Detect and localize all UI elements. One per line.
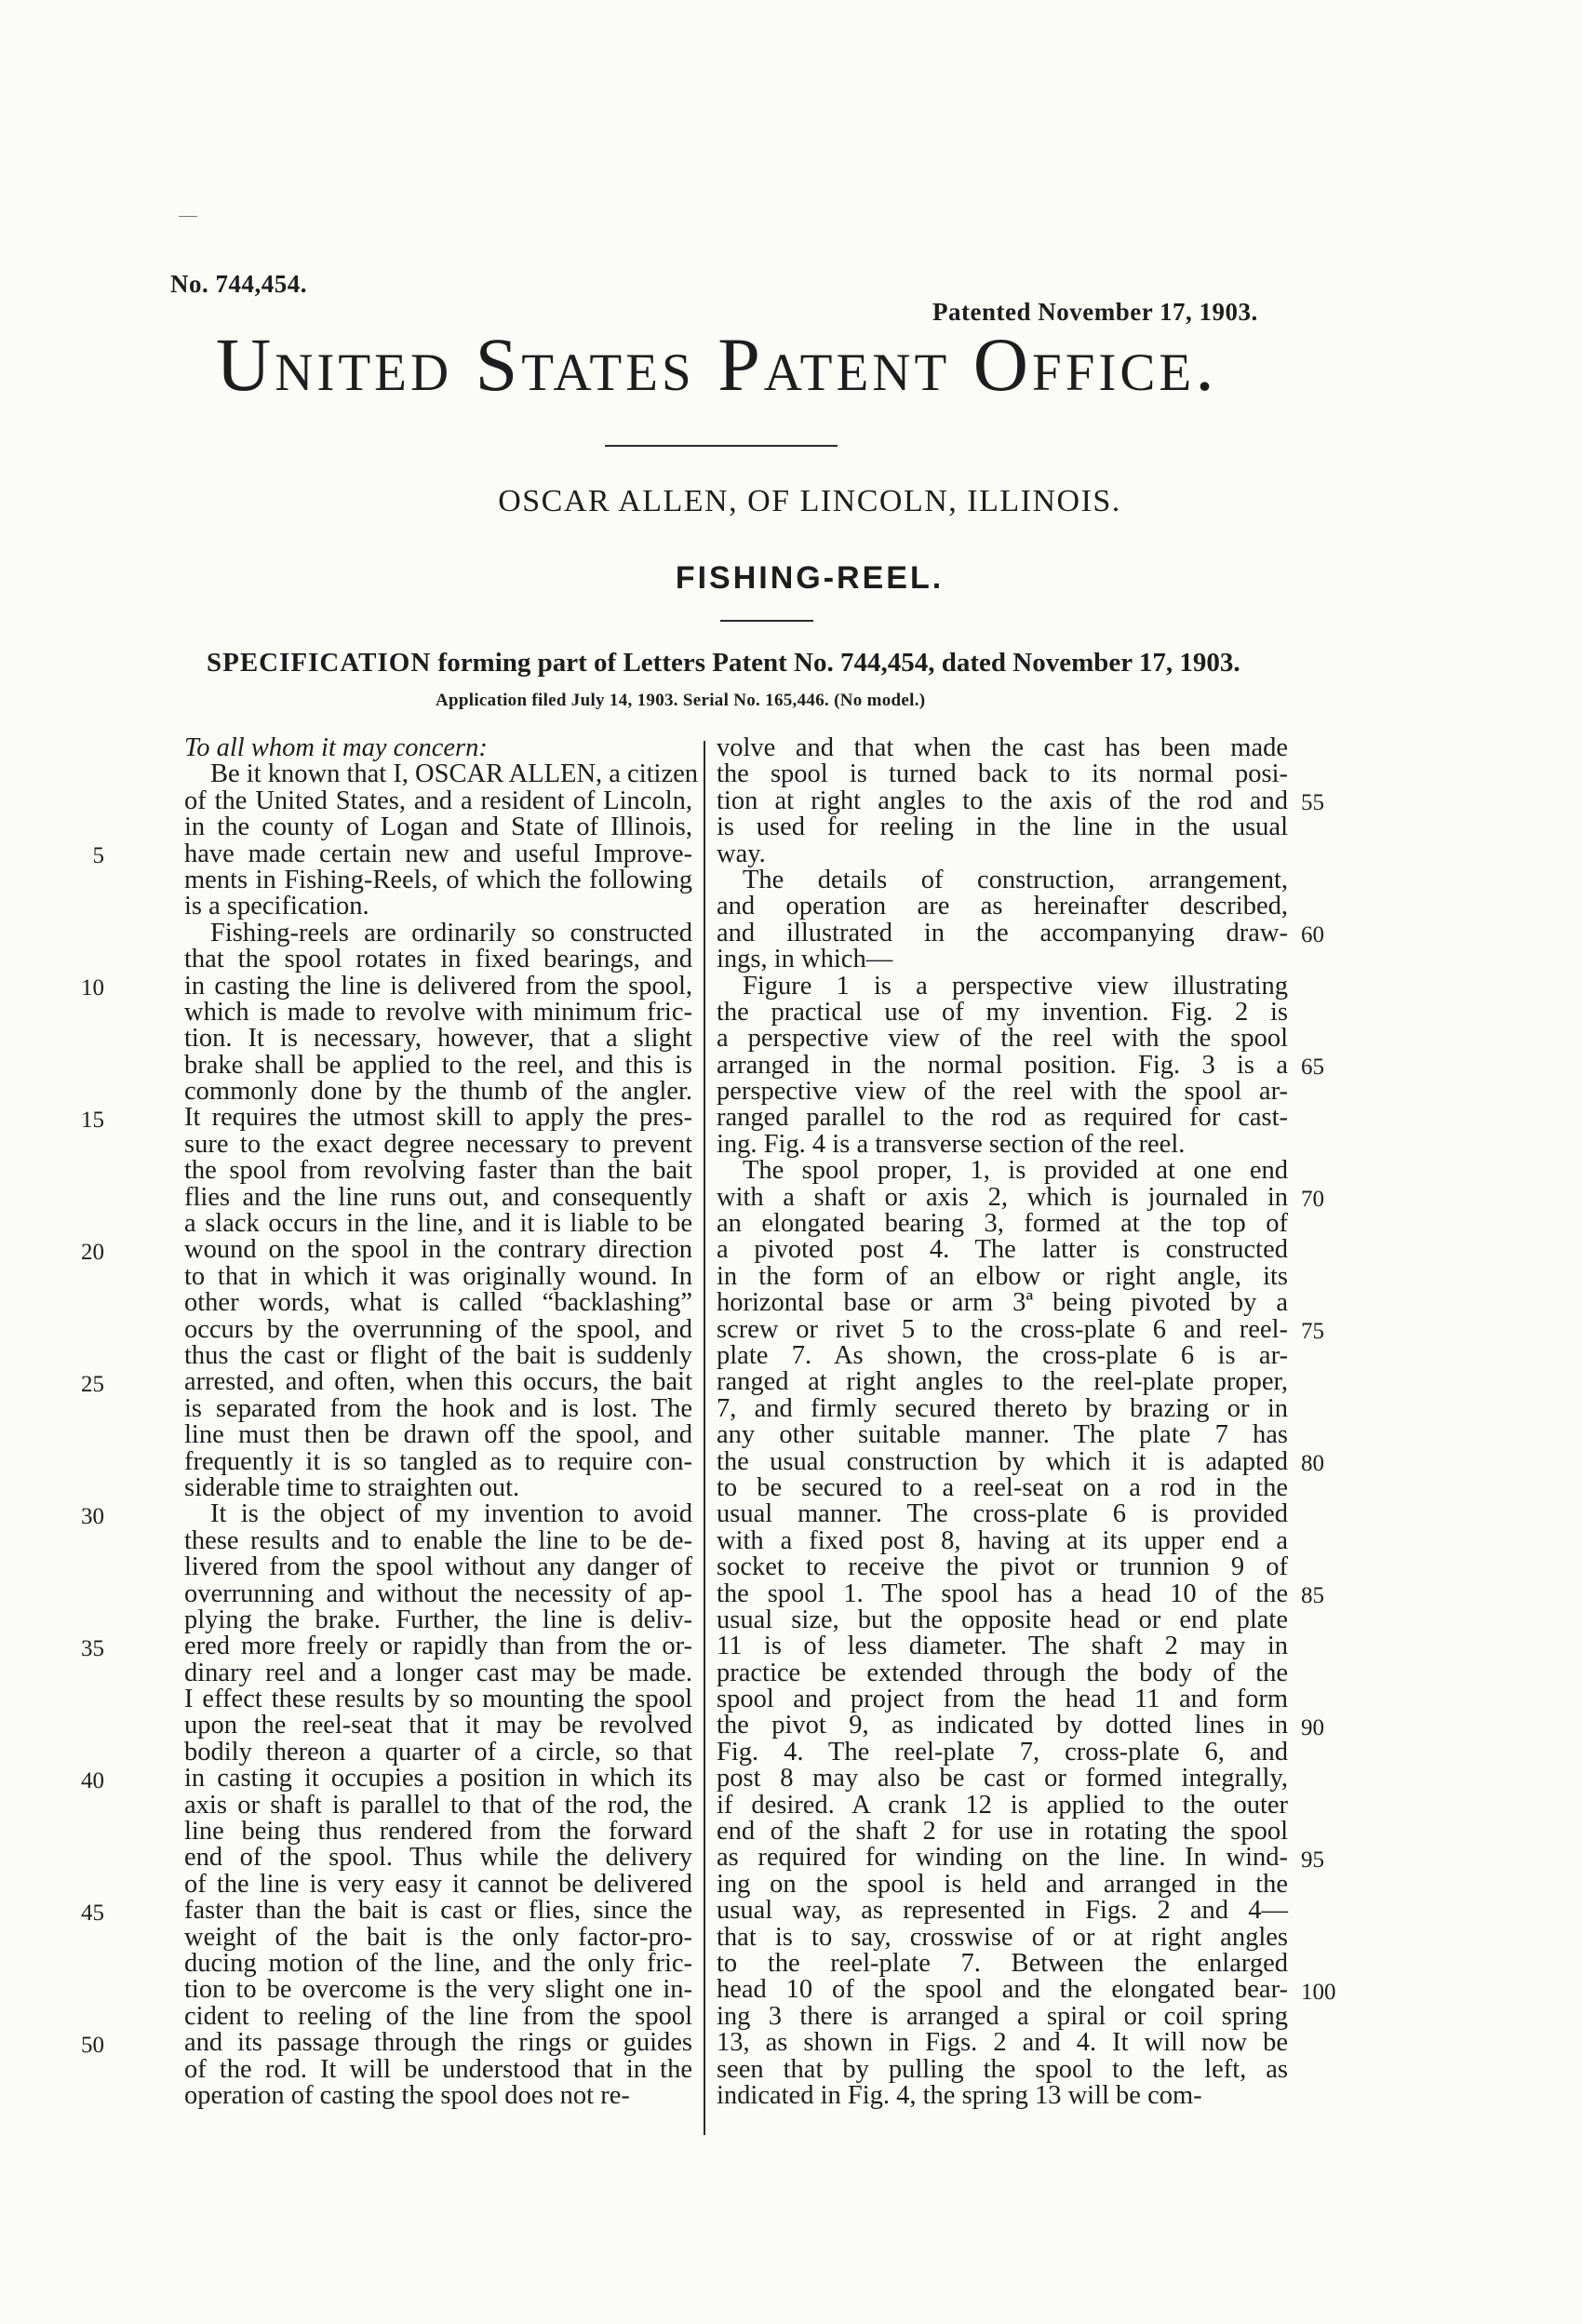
line-number: 20 bbox=[81, 1239, 104, 1265]
patent-number: No. 744,454. bbox=[170, 270, 307, 298]
line-number: 75 bbox=[1301, 1318, 1324, 1344]
right-column-line: 11 is of less diameter. The shaft 2 may in bbox=[717, 1632, 1288, 1661]
line-number: 5 bbox=[92, 842, 104, 868]
right-column-line: ranged parallel to the rod as required for cast- bbox=[717, 1103, 1288, 1133]
right-column-line: and illustrated in the accompanying draw- bbox=[717, 918, 1288, 947]
line-number: 15 bbox=[81, 1107, 104, 1133]
left-column-line: faster than the bait is cast or flies, since the bbox=[184, 1896, 692, 1926]
left-column-line: occurs by the overrunning of the spool, and bbox=[184, 1314, 692, 1344]
line-number: 10 bbox=[81, 974, 104, 1001]
right-column-line: 7, and firmly secured thereto by brazing or in bbox=[717, 1393, 1288, 1423]
left-column-line: other words, what is called “backlashing” bbox=[184, 1288, 692, 1318]
left-column-line: flies and the line runs out, and consequently bbox=[184, 1182, 692, 1212]
specification-prefix: SPECIFICATION bbox=[207, 648, 432, 678]
left-column-line: tion to be overcome is the very slight one in- bbox=[184, 1975, 692, 2005]
right-column-line: The spool proper, 1, is provided at one end bbox=[743, 1156, 1288, 1186]
left-column-line: ered more freely or rapidly than from the or- bbox=[184, 1632, 692, 1661]
right-column-line: arranged in the normal position. Fig. 3 is a bbox=[717, 1050, 1288, 1080]
right-column-line: screw or rivet 5 to the cross-plate 6 and reel- bbox=[717, 1314, 1288, 1344]
right-column-line: Fig. 4. The reel-plate 7, cross-plate 6, and bbox=[717, 1737, 1288, 1767]
line-number: 35 bbox=[81, 1635, 104, 1661]
header-divider bbox=[605, 445, 838, 447]
right-column-line: with a fixed post 8, having at its upper end a bbox=[717, 1525, 1288, 1555]
left-column-line: is separated from the hook and is lost. The bbox=[184, 1393, 692, 1423]
line-number: 70 bbox=[1301, 1186, 1324, 1212]
right-column-line: as required for winding on the line. In wind- bbox=[717, 1843, 1288, 1873]
right-column-line: ing 3 there is arranged a spiral or coil spring bbox=[717, 2001, 1288, 2031]
right-column-line: the pivot 9, as indicated by dotted lines in bbox=[717, 1711, 1288, 1740]
left-column-line: bodily thereon a quarter of a circle, so that bbox=[184, 1737, 692, 1767]
left-column-line: and its passage through the rings or guides bbox=[184, 2028, 692, 2058]
left-column-line: ducing motion of the line, and the only fric- bbox=[184, 1948, 692, 1978]
left-column-line: of the rod. It will be understood that in the bbox=[184, 2054, 692, 2084]
line-number: 100 bbox=[1301, 1979, 1336, 2005]
line-number: 40 bbox=[81, 1767, 104, 1793]
left-column-line: dinary reel and a longer cast may be made. bbox=[184, 1658, 692, 1687]
left-column-line: in the county of Logan and State of Illinois, bbox=[184, 813, 692, 842]
right-column-line: socket to receive the pivot or trunnion 9 of bbox=[717, 1552, 1288, 1582]
right-column-line: usual way, as represented in Figs. 2 and 4— bbox=[717, 1896, 1288, 1926]
line-number: 25 bbox=[81, 1371, 104, 1397]
left-column-line: commonly done by the thumb of the angler. bbox=[184, 1077, 692, 1107]
left-column-line: tion. It is necessary, however, that a slight bbox=[184, 1024, 692, 1054]
right-column-line: horizontal base or arm 3ª being pivoted by a bbox=[717, 1288, 1288, 1318]
right-column-line: to the reel-plate 7. Between the enlarged bbox=[717, 1948, 1288, 1978]
line-number: 55 bbox=[1301, 789, 1324, 815]
right-column-line: and operation are as hereinafter described, bbox=[717, 892, 1288, 921]
right-text-column bbox=[717, 735, 1288, 2109]
right-column-line: any other suitable manner. The plate 7 has bbox=[717, 1420, 1288, 1450]
left-column-line: arrested, and often, when this occurs, the bait bbox=[184, 1367, 692, 1397]
right-column-line: practice be extended through the body of the bbox=[717, 1658, 1288, 1687]
right-column-line: the spool is turned back to its normal posi- bbox=[717, 759, 1288, 789]
left-column-line: that the spool rotates in fixed bearings, and bbox=[184, 945, 692, 974]
left-column-line: To all whom it may concern: bbox=[184, 733, 488, 762]
left-text-column bbox=[184, 733, 699, 2110]
left-column-line: end of the spool. Thus while the delivery bbox=[184, 1843, 692, 1873]
right-column-line: head 10 of the spool and the elongated bear- bbox=[717, 1975, 1288, 2005]
left-column-line: a slack occurs in the line, and it is liable to be bbox=[184, 1209, 692, 1239]
right-column-line: to be secured to a reel-seat on a rod in the bbox=[717, 1472, 1288, 1502]
left-column-line: of the United States, and a resident of Lincoln, bbox=[184, 786, 692, 815]
application-line: Application filed July 14, 1903. Serial No. 165,446. (No model.) bbox=[436, 691, 926, 710]
right-column-line: tion at right angles to the axis of the rod and bbox=[717, 786, 1288, 815]
right-column-line: the usual construction by which it is adapted bbox=[717, 1446, 1288, 1476]
left-column-line: cident to reeling of the line from the spool bbox=[184, 2001, 692, 2031]
right-column-line: volve and that when the cast has been made bbox=[717, 733, 1288, 762]
invention-title: FISHING-REEL. bbox=[675, 560, 945, 596]
left-column-line: It requires the utmost skill to apply the pres- bbox=[184, 1103, 692, 1133]
left-column-line: Be it known that I, OSCAR ALLEN, a citizen bbox=[210, 759, 699, 789]
left-column-line: plying the brake. Further, the line is deliv- bbox=[184, 1605, 692, 1634]
left-column-line: which is made to revolve with minimum fric- bbox=[184, 997, 692, 1027]
specification-line bbox=[207, 648, 1240, 678]
line-number: 90 bbox=[1301, 1714, 1324, 1740]
line-number: 95 bbox=[1301, 1847, 1324, 1873]
right-column-line: is used for reeling in the line in the usual bbox=[717, 813, 1288, 842]
left-column-line: in casting it occupies a position in which its bbox=[184, 1764, 692, 1793]
right-column-line: ings, in which— bbox=[717, 945, 893, 974]
right-column-line: with a shaft or axis 2, which is journaled in bbox=[717, 1182, 1288, 1212]
left-column-line: ments in Fishing-Reels, of which the following bbox=[184, 865, 692, 894]
right-column-line: ing. Fig. 4 is a transverse section of the reel. bbox=[717, 1129, 1186, 1159]
left-column-line: have made certain new and useful Improve- bbox=[184, 839, 692, 868]
right-column-line: that is to say, crosswise of or at right angles bbox=[717, 1922, 1288, 1952]
right-column-line: ing on the spool is held and arranged in the bbox=[717, 1869, 1288, 1899]
left-column-line: axis or shaft is parallel to that of the rod, the bbox=[184, 1790, 692, 1820]
right-column-line: spool and project from the head 11 and form bbox=[717, 1685, 1288, 1714]
left-column-line: line being thus rendered from the forward bbox=[184, 1817, 692, 1847]
right-column-line: ranged at right angles to the reel-plate proper, bbox=[717, 1367, 1288, 1397]
left-column-line: these results and to enable the line to be de- bbox=[184, 1525, 692, 1555]
right-column-line: usual size, but the opposite head or end plate bbox=[717, 1605, 1288, 1634]
left-column-line: siderable time to straighten out. bbox=[184, 1472, 520, 1502]
line-number: 85 bbox=[1301, 1582, 1324, 1608]
line-number: 60 bbox=[1301, 921, 1324, 947]
left-column-line: livered from the spool without any danger of bbox=[184, 1552, 692, 1582]
left-column-line: wound on the spool in the contrary direction bbox=[184, 1235, 692, 1265]
title-divider bbox=[720, 620, 813, 622]
right-column-line: if desired. A crank 12 is applied to the outer bbox=[717, 1790, 1288, 1820]
left-column-line: It is the object of my invention to avoid bbox=[210, 1499, 692, 1529]
inventor-line: OSCAR ALLEN, OF LINCOLN, ILLINOIS. bbox=[498, 484, 1121, 518]
left-column-line: of the line is very easy it cannot be delivered bbox=[184, 1869, 692, 1899]
right-column-line: an elongated bearing 3, formed at the top of bbox=[717, 1209, 1288, 1239]
right-column-line: indicated in Fig. 4, the spring 13 will be com- bbox=[717, 2080, 1202, 2110]
right-column-line: the practical use of my invention. Fig. 2 is bbox=[717, 997, 1288, 1027]
right-column-line: usual manner. The cross-plate 6 is provided bbox=[717, 1499, 1288, 1529]
left-column-line: I effect these results by so mounting the spool bbox=[184, 1685, 692, 1714]
scan-mark bbox=[179, 216, 197, 217]
left-column-line: to that in which it was originally wound. In bbox=[184, 1261, 692, 1291]
right-column-line: plate 7. As shown, the cross-plate 6 is ar- bbox=[717, 1340, 1288, 1370]
line-number: 65 bbox=[1301, 1054, 1324, 1080]
office-heading: United States Patent Office. bbox=[216, 322, 1218, 407]
patented-date: Patented November 17, 1903. bbox=[932, 298, 1258, 326]
right-column-line: seen that by pulling the spool to the left, as bbox=[717, 2054, 1288, 2084]
line-number: 50 bbox=[81, 2032, 104, 2058]
right-column-line: post 8 may also be cast or formed integrally, bbox=[717, 1764, 1288, 1793]
left-column-line: line must then be drawn off the spool, and bbox=[184, 1420, 692, 1450]
left-column-line: Fishing-reels are ordinarily so constructed bbox=[210, 918, 692, 947]
specification-rest: forming part of Letters Patent No. 744,454, dated November 17, 1903. bbox=[431, 648, 1240, 678]
left-column-line: weight of the bait is the only factor-pro- bbox=[184, 1922, 692, 1952]
left-column-line: thus the cast or flight of the bait is suddenly bbox=[184, 1340, 692, 1370]
left-column-line: in casting the line is delivered from the spool, bbox=[184, 971, 692, 1001]
right-column-line: way. bbox=[717, 839, 766, 868]
left-column-line: overrunning and without the necessity of ap- bbox=[184, 1578, 692, 1608]
left-column-line: upon the reel-seat that it may be revolved bbox=[184, 1711, 692, 1740]
right-column-line: perspective view of the reel with the spool ar- bbox=[717, 1077, 1288, 1107]
line-number: 80 bbox=[1301, 1450, 1324, 1476]
left-column-line: the spool from revolving faster than the bait bbox=[184, 1156, 692, 1186]
left-column-line: operation of casting the spool does not re- bbox=[184, 2080, 630, 2110]
right-column-line: the spool 1. The spool has a head 10 of the bbox=[717, 1578, 1288, 1608]
line-number: 30 bbox=[81, 1503, 104, 1529]
left-column-line: frequently it is so tangled as to require con- bbox=[184, 1446, 692, 1476]
right-column-line: a pivoted post 4. The latter is constructed bbox=[717, 1235, 1288, 1265]
line-number: 45 bbox=[81, 1900, 104, 1926]
right-column-line: in the form of an elbow or right angle, its bbox=[717, 1261, 1288, 1291]
right-column-line: Figure 1 is a perspective view illustrating bbox=[743, 971, 1288, 1001]
left-column-line: brake shall be applied to the reel, and this is bbox=[184, 1050, 692, 1080]
left-column-line: is a specification. bbox=[184, 892, 369, 921]
left-column-line: sure to the exact degree necessary to prevent bbox=[184, 1129, 692, 1159]
right-column-line: The details of construction, arrangement, bbox=[743, 865, 1288, 894]
right-column-line: end of the shaft 2 for use in rotating the spool bbox=[717, 1817, 1288, 1847]
column-divider bbox=[704, 741, 705, 2135]
right-column-line: a perspective view of the reel with the spool bbox=[717, 1024, 1288, 1054]
right-column-line: 13, as shown in Figs. 2 and 4. It will now be bbox=[717, 2028, 1288, 2058]
